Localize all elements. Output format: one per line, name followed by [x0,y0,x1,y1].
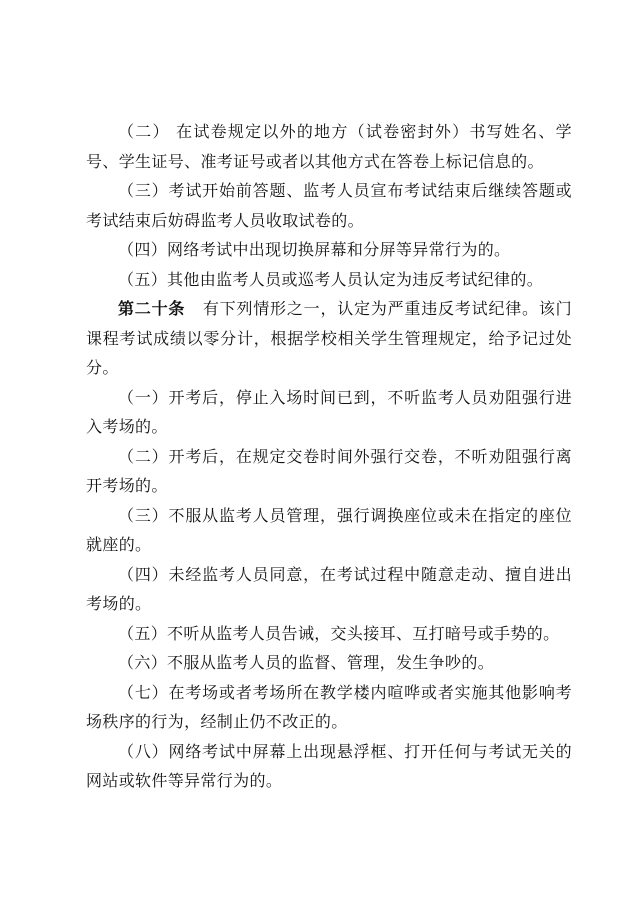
paragraph-text: （八）网络考试中屏幕上出现悬浮框、打开任何与考试无关的网站或软件等异常行为的。 [86,741,572,790]
clause-5-other-violation [86,265,572,295]
article-number: 第二十条 [118,299,186,318]
paragraph-text: （三）不服从监考人员管理，强行调换座位或未在指定的座位就座的。 [86,505,572,554]
article-20-clause-3 [86,501,572,560]
clause-3-answer-timing [86,176,572,235]
paragraph-text: （七）在考场或者考场所在教学楼内喧哗或者实施其他影响考场秩序的行为，经制止仍不改正的。 [86,682,572,731]
article-20-clause-2 [86,442,572,501]
article-20 [86,294,572,383]
paragraph-text: （二） 在试卷规定以外的地方（试卷密封外）书写姓名、学号、学生证号、准考证号或者以其他方式在答卷上标记信息的。 [86,122,572,171]
paragraph-text: （一）开考后，停止入场时间已到，不听监考人员劝阻强行进入考场的。 [86,387,572,436]
paragraph-text: （五）其他由监考人员或巡考人员认定为违反考试纪律的。 [118,269,544,289]
article-20-clause-8 [86,737,572,796]
paragraph-text: （四）未经监考人员同意，在考试过程中随意走动、擅自进出考场的。 [86,564,572,613]
clause-4-screen-switch [86,235,572,265]
article-20-clause-5 [86,619,572,649]
paragraph-text: 有下列情形之一，认定为严重违反考试纪律。该门课程考试成绩以零分计，根据学校相关学生管理规定，给予记过处分。 [86,299,572,377]
article-20-clause-6 [86,648,572,678]
paragraph-text: （五）不听从监考人员告诫，交头接耳、互打暗号或手势的。 [118,623,560,643]
article-20-clause-7 [86,678,572,737]
article-20-clause-1 [86,383,572,442]
article-20-clause-4 [86,560,572,619]
paragraph-text: （六）不服从监考人员的监督、管理，发生争吵的。 [118,653,495,672]
clause-2-sign-outside [86,117,572,176]
paragraph-text: （三）考试开始前答题、监考人员宣布考试结束后继续答题或考试结束后妨碍监考人员收取试卷的。 [86,181,572,230]
paragraph-text: （四）网络考试中出现切换屏幕和分屏等异常行为的。 [118,240,511,259]
document-body [86,117,572,796]
paragraph-text: （二）开考后，在规定交卷时间外强行交卷，不听劝阻强行离开考场的。 [86,446,572,495]
